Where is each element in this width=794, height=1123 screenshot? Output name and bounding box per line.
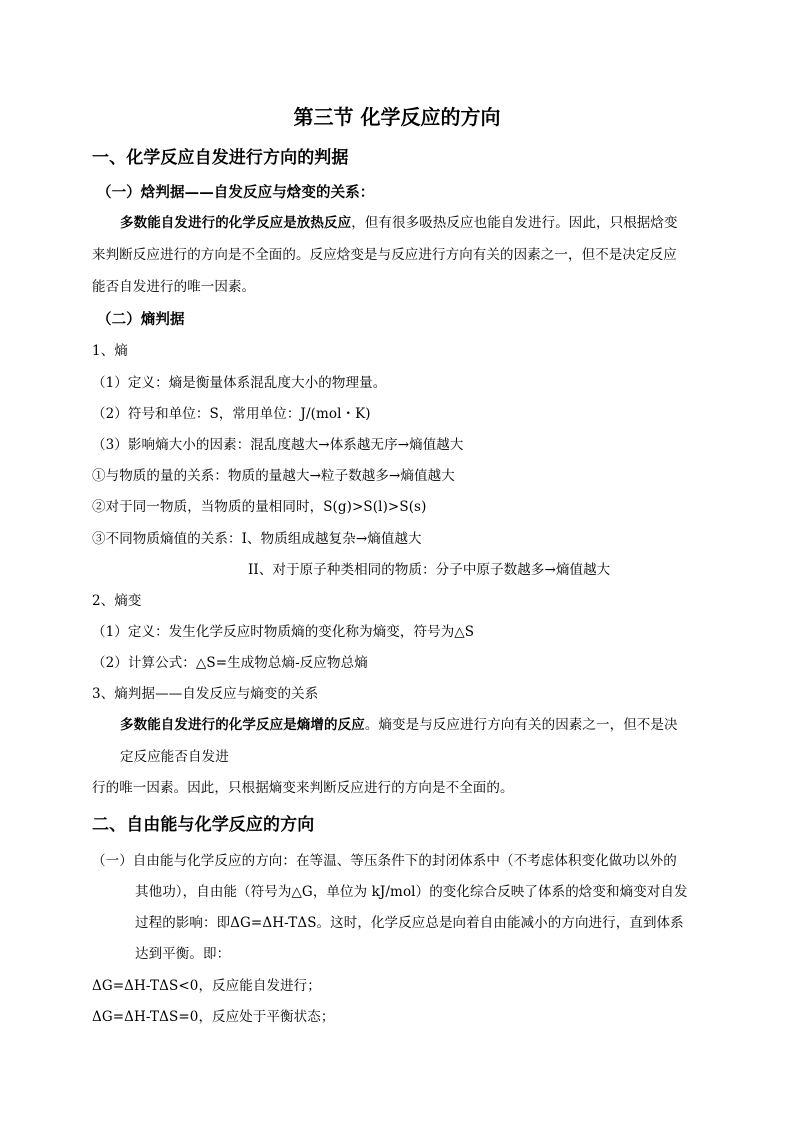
entropy-factor-d: II、对于原子种类相同的物质：分子中原子数越多→熵值越大 [248,562,611,578]
entropy-change-item2: 2、熵变 [92,593,142,609]
sub2-heading: （二）熵判据 [97,311,185,328]
entropy-criterion-bold: 多数能自发进行的化学反应是熵增的反应 [120,717,365,733]
entropy-item1-definition: （1）定义：熵是衡量体系混乱度大小的物理量。 [92,375,387,391]
section1-heading: 一、化学反应自发进行方向的判据 [92,148,349,168]
sub1-heading: （一）焓判据——自发反应与焓变的关系： [97,184,375,201]
entropy-criterion-rest: 。熵变是与反应进行方向有关的因素之一，但不是决 [364,717,678,733]
entropy-item1-symbol: （2）符号和单位：S，常用单位：J/(mol・K) [92,406,371,422]
entropy-factor-c: ③不同物质熵值的关系：I、物质组成越复杂→熵值越大 [92,531,422,547]
entropy-item1-factors: （3）影响熵大小的因素：混乱度越大→体系越无序→熵值越大 [92,437,464,453]
sub1-paragraph-line2: 来判断反应进行的方向是不全面的。反应焓变是与反应进行方向有关的因素之一，但不是决定反应 [92,247,677,263]
entropy-factor-b: ②对于同一物质，当物质的量相同时，S(g)>S(l)>S(s) [92,499,427,515]
page-title: 第三节 化学反应的方向 [293,105,501,129]
sub1-paragraph-line3: 能否自发进行的唯一因素。 [92,279,256,295]
free-energy-line1: （一）自由能与化学反应的方向：在等温、等压条件下的封闭体系中（不考虑体积变化做功以外的 [92,853,677,869]
sub1-paragraph-rest: ，但有很多吸热反应也能自发进行。因此，只根据焓变 [351,215,678,231]
free-energy-condition-1: ΔG=ΔH-TΔS<0，反应能自发进行； [92,978,321,994]
entropy-factor-a: ①与物质的量的关系：物质的量越大→粒子数越多→熵值越大 [92,468,455,484]
sub1-paragraph-line1 [120,214,678,232]
free-energy-line2: 其他功），自由能（符号为△G，单位为 kJ/mol）的变化综合反映了体系的焓变和熵变对自发 [135,884,688,900]
free-energy-line3: 过程的影响：即ΔG=ΔH-TΔS。这时，化学反应总是向着自由能减小的方向进行，直到体系 [135,915,684,931]
entropy-criterion-line2: 定反应能否自发进 [120,749,229,765]
entropy-criterion-item3: 3、熵判据——自发反应与熵变的关系 [92,686,319,702]
entropy-criterion-line1 [120,716,678,734]
section2-heading: 二、自由能与化学反应的方向 [92,815,315,835]
free-energy-line4: 达到平衡。即： [135,946,231,962]
sub1-paragraph-bold: 多数能自发进行的化学反应是放热反应 [120,215,352,231]
entropy-change-formula: （2）计算公式：△S=生成物总熵-反应物总熵 [92,655,368,671]
entropy-change-definition: （1）定义：发生化学反应时物质熵的变化称为熵变，符号为△S [92,624,475,640]
free-energy-condition-2: ΔG=ΔH-TΔS=0，反应处于平衡状态； [92,1009,335,1025]
entropy-criterion-line3: 行的唯一因素。因此，只根据熵变来判断反应进行的方向是不全面的。 [92,780,514,796]
entropy-item1: 1、熵 [92,343,128,359]
